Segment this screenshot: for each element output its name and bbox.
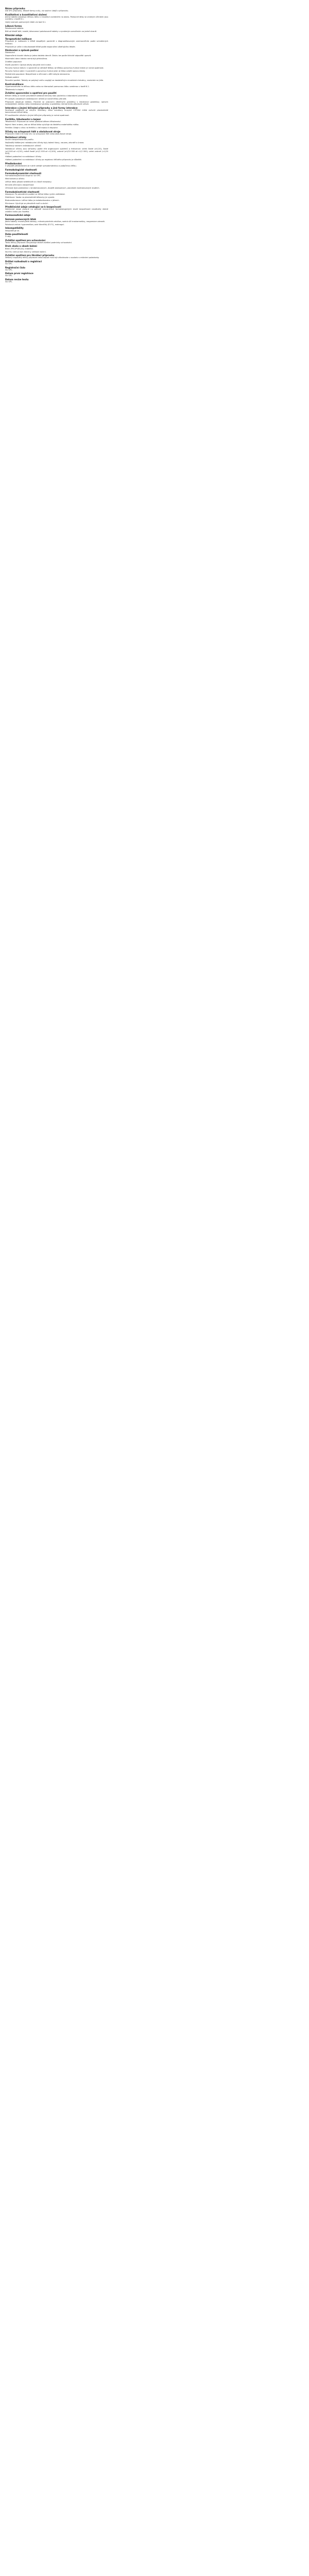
document-section — [5, 136, 108, 161]
section-paragraph: Farmakoterapeutická skupina: viz SPC. — [5, 175, 41, 177]
section-paragraph: Starší pacienti: Úprava dávky obvykle není nutná. — [5, 64, 52, 66]
document-section — [5, 239, 108, 244]
section-paragraph: Potahová vrstva: hypromelóza, oxid titaničitý (E171), makrogol. — [5, 223, 64, 226]
section-paragraph: Přípravek může mít malý vliv na schopnost řídit nebo obsluhovat stroje. — [5, 132, 72, 135]
section-paragraph: Distribuce: Vazba na plazmatické bílkoviny je vysoká. — [5, 196, 55, 198]
section-heading: Inkompatibility — [5, 227, 24, 230]
section-paragraph: Porucha funkce ledvin: U pacientů se středně těžkou až těžkou poruchou funkce ledvin je nutná opatrnost. — [5, 67, 104, 70]
section-paragraph: Absorpce: Po perorálním podání se léčivá látka rychle vstřebává. — [5, 193, 65, 195]
section-heading: Kvalitativní a kvantitativní složení — [5, 13, 47, 16]
section-paragraph: Hlášení podezření na nežádoucí účinky po registraci léčivého přípravku je důležité. — [5, 159, 82, 161]
section-paragraph: Klinická účinnost a bezpečnost — [5, 184, 34, 187]
document-section — [5, 13, 108, 24]
document-section — [5, 206, 108, 213]
section-paragraph: Doporučená úvodní dávka je jedna tableta denně. Dávku lze podle klinické odpovědi upravit. — [5, 55, 92, 57]
section-paragraph: Současné podávání se silnými inhibitory nebo induktory enzymů CYP3A4 může ovlivnit plazmatické koncentrace léčivé látky. — [5, 109, 108, 114]
section-heading: Předávkování — [5, 162, 22, 165]
document-section — [5, 7, 108, 12]
section-heading: Terapeutické indikace — [5, 37, 32, 40]
section-heading: Léková forma — [5, 24, 22, 27]
section-heading: Fertilita, těhotenství a kojení — [5, 117, 41, 121]
section-heading: Registrační číslo — [5, 266, 25, 269]
document-section — [5, 227, 108, 232]
section-heading: Klinické údaje — [5, 33, 23, 37]
section-paragraph: Kojení: Není známo, zda se léčivá látka vylučuje do lidského mateřského mléka. — [5, 124, 79, 126]
section-heading: Zvláštní opatření pro uchovávání — [5, 239, 46, 242]
section-paragraph: Přípravek je určen k dlouhodobé léčbě podle doporučení ošetřujícího lékaře. — [5, 45, 76, 48]
section-paragraph: Maximální denní dávka nemá být překročena. — [5, 58, 48, 60]
document-section — [5, 49, 108, 82]
document-section — [5, 214, 108, 216]
section-paragraph: Úplný seznam pomocných látek viz bod 6.1. — [5, 21, 46, 24]
document-section — [5, 278, 108, 283]
section-heading: Farmakologické vlastnosti — [5, 168, 37, 171]
section-paragraph: Eliminace: Vylučuje se převážně močí a stolicí. — [5, 202, 48, 205]
section-paragraph: Mechanismus účinku — [5, 178, 25, 180]
section-paragraph: Potahovaná tableta. — [5, 27, 24, 30]
section-paragraph: Neuplatňuje se. — [5, 229, 20, 232]
document-section — [5, 191, 108, 205]
section-paragraph: Fertilita: Údaje o vlivu na fertilitu u lidí nejsou k dispozici. — [5, 127, 58, 129]
document-section — [5, 254, 108, 259]
section-heading: Seznam pomocných látek — [5, 217, 37, 221]
document-section — [5, 272, 108, 277]
section-paragraph: Během léčby je nutné pravidelně sledovat klinický stav pacienta a laboratorní parametry. — [5, 94, 88, 97]
section-heading: Účinky na schopnost řídit a obsluhovat stroje — [5, 130, 61, 133]
section-heading: Zvláštní upozornění a opatření pro použití — [5, 92, 57, 95]
section-paragraph: Neklinické údaje získané na základě konvenčních farmakologických studií bezpečnosti neodhalily žádné zvláštní riziko pro člověka. — [5, 208, 108, 213]
section-heading: Doba použitelnosti — [5, 233, 28, 236]
document-section — [5, 233, 108, 238]
section-paragraph: Viz SPC. — [5, 263, 13, 265]
document-section — [5, 245, 108, 253]
section-paragraph: Jedna tableta obsahuje léčivou látku v množství uvedeném na obalu. Pomocné látky se známým účinkem jsou uvedeny v bodě 6.1. — [5, 15, 108, 21]
section-paragraph: Těhotenství a kojení. — [5, 88, 24, 91]
section-heading: Držitel rozhodnutí o registraci — [5, 260, 42, 263]
document-section — [5, 107, 108, 117]
section-paragraph: Hlášení podezření na nežádoucí účinky — [5, 156, 41, 158]
section-paragraph: Na trhu nemusí být všechny velikosti balení. — [5, 250, 46, 253]
section-paragraph: Viz SPC. — [5, 275, 13, 277]
section-paragraph: Způsob podání — [5, 76, 19, 79]
document-section — [5, 168, 108, 171]
section-paragraph: Veškerý nepoužitý léčivý přípravek nebo odpad musí být zlikvidován v souladu s místními požadavky. — [5, 257, 99, 259]
document-section — [5, 162, 108, 167]
section-paragraph: Perorální podání. Tablety se polykají celé a zapíjejí se dostatečným množstvím tekutiny, nezávisle na jídle. — [5, 79, 104, 82]
section-heading: Předklinické údaje vztahující se k bezpečnosti — [5, 206, 61, 209]
section-paragraph: Dle SPC přípravku, lékové formy a síly, viz souhrn údajů o přípravku. — [5, 10, 69, 12]
section-paragraph: Zvláštní populace — [5, 61, 22, 63]
section-paragraph: Tento léčivý přípravek nevyžaduje žádné zvláštní podmínky uchovávání. — [5, 241, 72, 244]
document-section — [5, 260, 108, 265]
section-paragraph: Účinnost byla prokázána v randomizovaných, dvojitě zaslepených, placebem kontrolovaných studiích. — [5, 187, 100, 190]
section-heading: Název přípravku — [5, 7, 25, 10]
section-heading: Farmakodynamické vlastnosti — [5, 172, 42, 175]
section-paragraph: Nejčastěji hlášenými nežádoucími účinky byly bolest hlavy, nauzea, závratě a únava. — [5, 142, 84, 144]
section-paragraph: Souhrn bezpečnostního profilu — [5, 139, 33, 141]
section-paragraph: Těhotenství: Přípravek se nemá podávat během těhotenství. — [5, 121, 61, 123]
document-section — [5, 118, 108, 129]
document-section — [5, 218, 108, 226]
section-heading: Farmaceutické údaje — [5, 214, 30, 217]
section-heading: Druh obalu a obsah balení — [5, 245, 37, 248]
section-paragraph: 3 roky. — [5, 235, 11, 238]
section-paragraph: Tabulkový seznam nežádoucích účinků — [5, 145, 41, 147]
section-heading: Interakce s jinými léčivými přípravky a jiné formy interakce — [5, 106, 78, 109]
section-heading: Farmakokinetické vlastnosti — [5, 190, 40, 193]
section-paragraph: Blistr (PVC/PVDC/Al), krabička. — [5, 247, 33, 250]
document-page — [5, 6, 108, 284]
section-paragraph: Léčivá látka působí selektivně na cílové receptory. — [5, 181, 52, 183]
section-paragraph: Při výskytu závažných nežádoucích účinků je nutné léčbu přerušit. — [5, 97, 67, 100]
section-paragraph: Biotransformace: Léčivá látka je metabolizována v játrech. — [5, 199, 60, 201]
section-heading: Dávkování a způsob podání — [5, 49, 39, 52]
section-paragraph: Nežádoucí účinky jsou seřazeny podle tříd orgánových systémů a frekvence: velmi časté (≥1/10), časté (≥1/100 až <1/10), méně časté (≥1/1 000 až <1/100), vzácné (≥1/10 000 až <1/1 000), velmi vzácné (<1/10 000). — [5, 148, 108, 155]
section-paragraph: Hypersenzitivita na léčivou látku nebo na kteroukoli pomocnou látku uvedenou v bodě 6.1. — [5, 85, 90, 88]
section-paragraph: Při současném užívání s jinými léčivými přípravky je nutná opatrnost. — [5, 114, 70, 117]
section-heading: Kontraindikace — [5, 82, 24, 86]
document-section — [5, 266, 108, 272]
section-paragraph: Jádro tablety: monohydrát laktózy, mikrokrystalická celulóza, sodná sůl kroskarmelózy, magnesium-stearát. — [5, 220, 106, 223]
document-section — [5, 34, 108, 37]
section-paragraph: Přípravek je indikován k léčbě dospělých pacientů s diagnostikovaným onemocněním podle schválených indikací. — [5, 40, 108, 45]
section-paragraph: Viz SPC. — [5, 281, 13, 283]
section-heading: Datum první registrace — [5, 272, 33, 275]
document-section — [5, 130, 108, 135]
section-paragraph: Bílé až téměř bílé, kulaté, bikonvexní potahované tablety s vyraženým označením na jedné straně. — [5, 30, 97, 33]
section-heading: Nežádoucí účinky — [5, 136, 27, 139]
section-heading: Zvláštní opatření pro likvidaci přípravku — [5, 254, 55, 257]
document-section — [5, 25, 108, 33]
section-paragraph: Dávkování — [5, 52, 15, 54]
section-paragraph: Porucha funkce jater: U pacientů s poruchou funkce jater je třeba zvážit úpravu dávky. — [5, 70, 85, 73]
section-paragraph: Pediatrická populace: Bezpečnost a účinnost u dětí nebyla stanovena. — [5, 73, 71, 76]
section-paragraph: Přípravek obsahuje laktózu. Pacienti se vzácnými dědičnými problémy s intolerancí galaktózy, úplným nedostatkem laktázy nebo malabsorpcí glukózy a galaktózy nemají tento přípravek užívat. — [5, 100, 108, 106]
document-section — [5, 172, 108, 190]
section-paragraph: Viz SPC. — [5, 268, 13, 271]
document-section — [5, 92, 108, 105]
document-section — [5, 38, 108, 48]
document-section — [5, 83, 108, 91]
section-paragraph: V případě předávkování je nutné zahájit symptomatickou a podpůrnou léčbu. — [5, 165, 77, 167]
section-heading: Datum revize textu — [5, 278, 29, 281]
